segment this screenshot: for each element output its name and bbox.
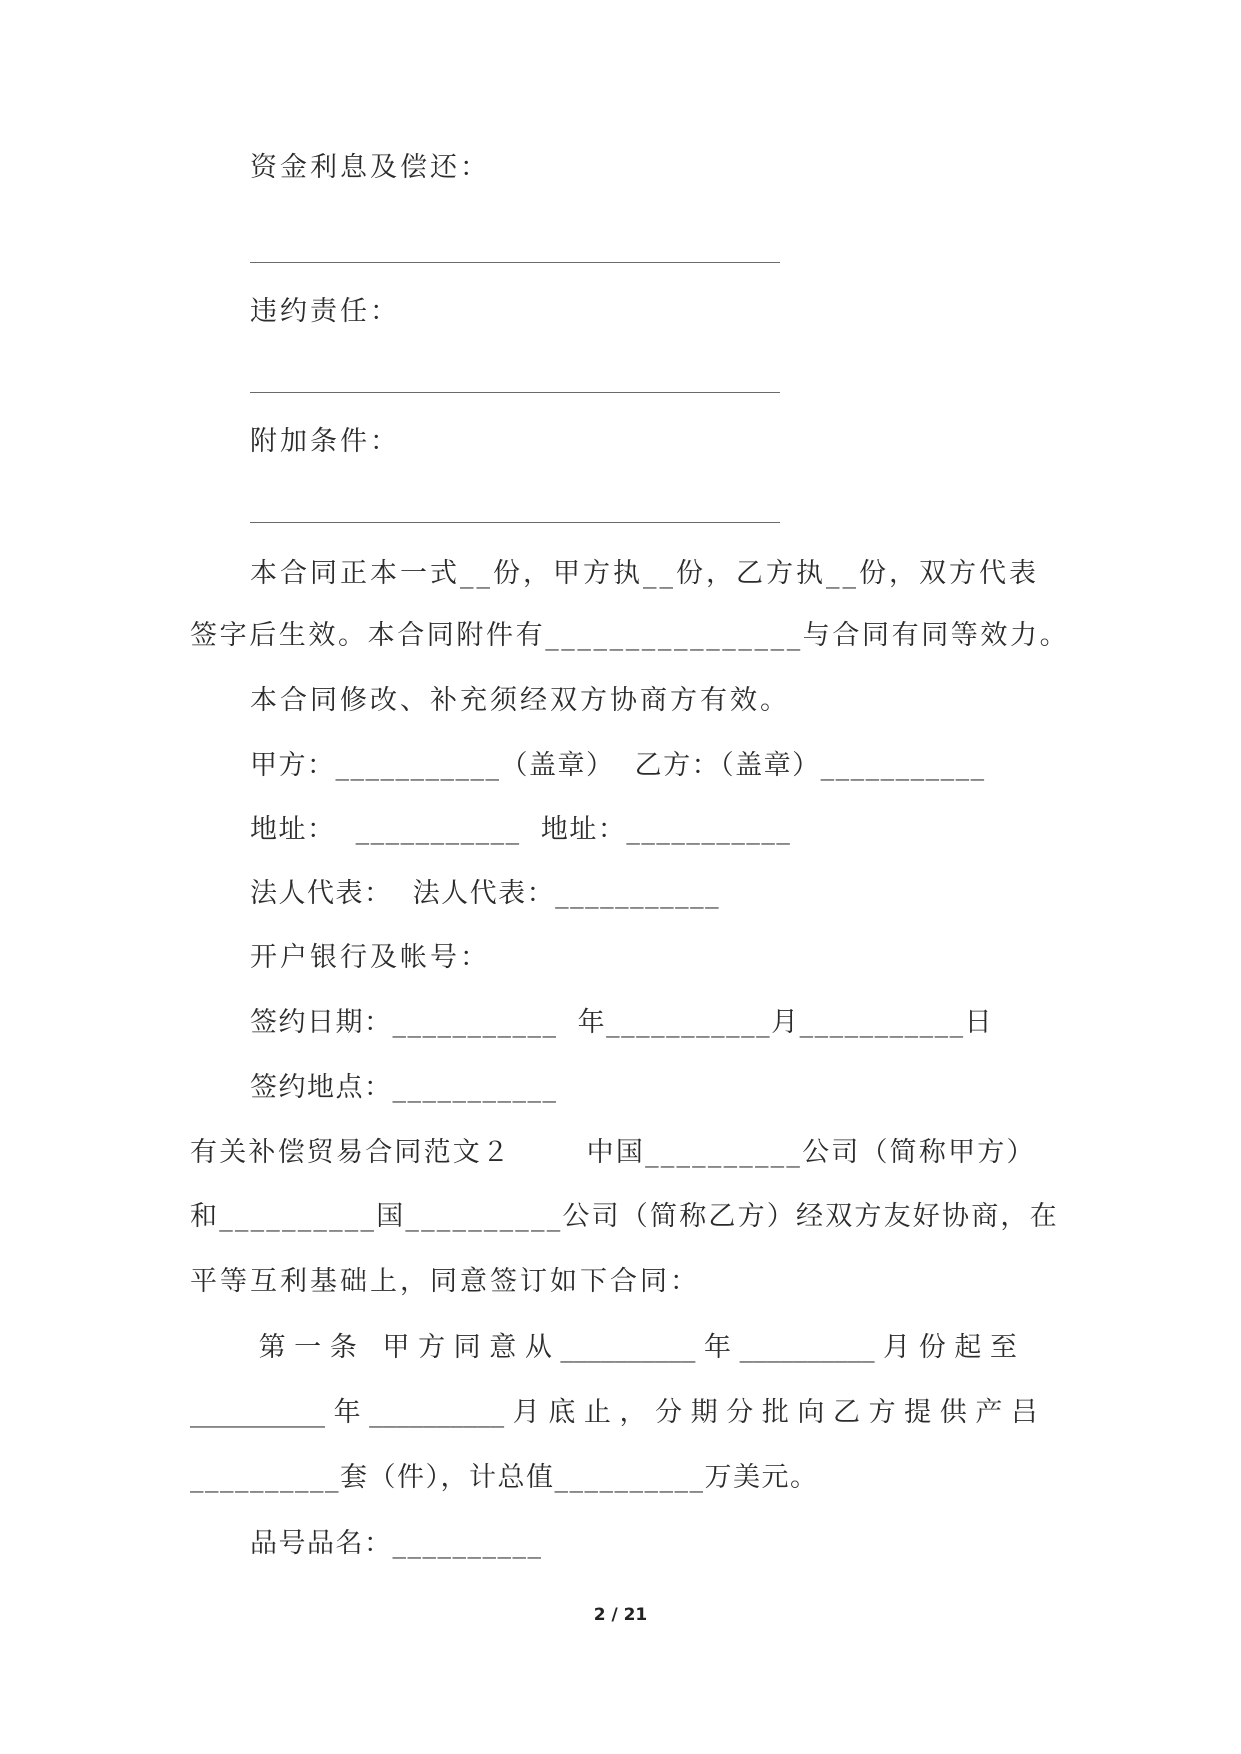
paragraph-intro-line-2: 平等互利基础上，同意签订如下合同： [190, 1266, 700, 1297]
paragraph-copies-line-2: 签字后生效。本合同附件有________________与合同有同等效力。 [190, 620, 1070, 651]
blank-line-additional-conditions [250, 522, 780, 523]
label-interest-repayment: 资金利息及偿还： [250, 152, 490, 183]
product-name-line: 品号品名：__________ [250, 1528, 543, 1559]
signature-signing-place: 签约地点：___________ [250, 1072, 558, 1103]
article-one-line-1: 第 一 条 甲 方 同 意 从 __________ 年 __________ 月 份 起 至 [250, 1332, 1017, 1363]
section-heading-line: 有关补偿贸易合同范文２ 中国__________公司（简称甲方） [190, 1137, 1036, 1168]
signature-legal-rep: 法人代表： 法人代表：___________ [250, 878, 721, 909]
signature-bank-account: 开户银行及帐号： [250, 942, 490, 973]
signature-party-a-b: 甲方：___________（盖章） 乙方：（盖章）___________ [250, 750, 986, 781]
label-breach-liability: 违约责任： [250, 296, 400, 327]
article-one-line-3: __________套（件），计总值__________万美元。 [190, 1462, 819, 1493]
page-number: 2 / 21 [593, 1605, 648, 1625]
signature-address: 地址： ___________ 地址：___________ [250, 814, 792, 845]
blank-line-breach-liability [250, 392, 780, 393]
signature-signing-date: 签约日期：___________ 年___________月___________日 [250, 1007, 994, 1038]
paragraph-copies-line-1: 本合同正本一式__份，甲方执__份，乙方执__份，双方代表 [250, 558, 1039, 589]
paragraph-amendment: 本合同修改、补充须经双方协商方有效。 [250, 685, 790, 716]
blank-line-interest-repayment [250, 262, 780, 263]
paragraph-intro-line-1: 和__________国__________公司（简称乙方）经双方友好协商，在 [190, 1201, 1059, 1232]
article-one-line-2: __________ 年 __________ 月 底 止 ， 分 期 分 批 向 乙 方 提 供 产 吕 [190, 1397, 1038, 1428]
label-additional-conditions: 附加条件： [250, 426, 400, 457]
